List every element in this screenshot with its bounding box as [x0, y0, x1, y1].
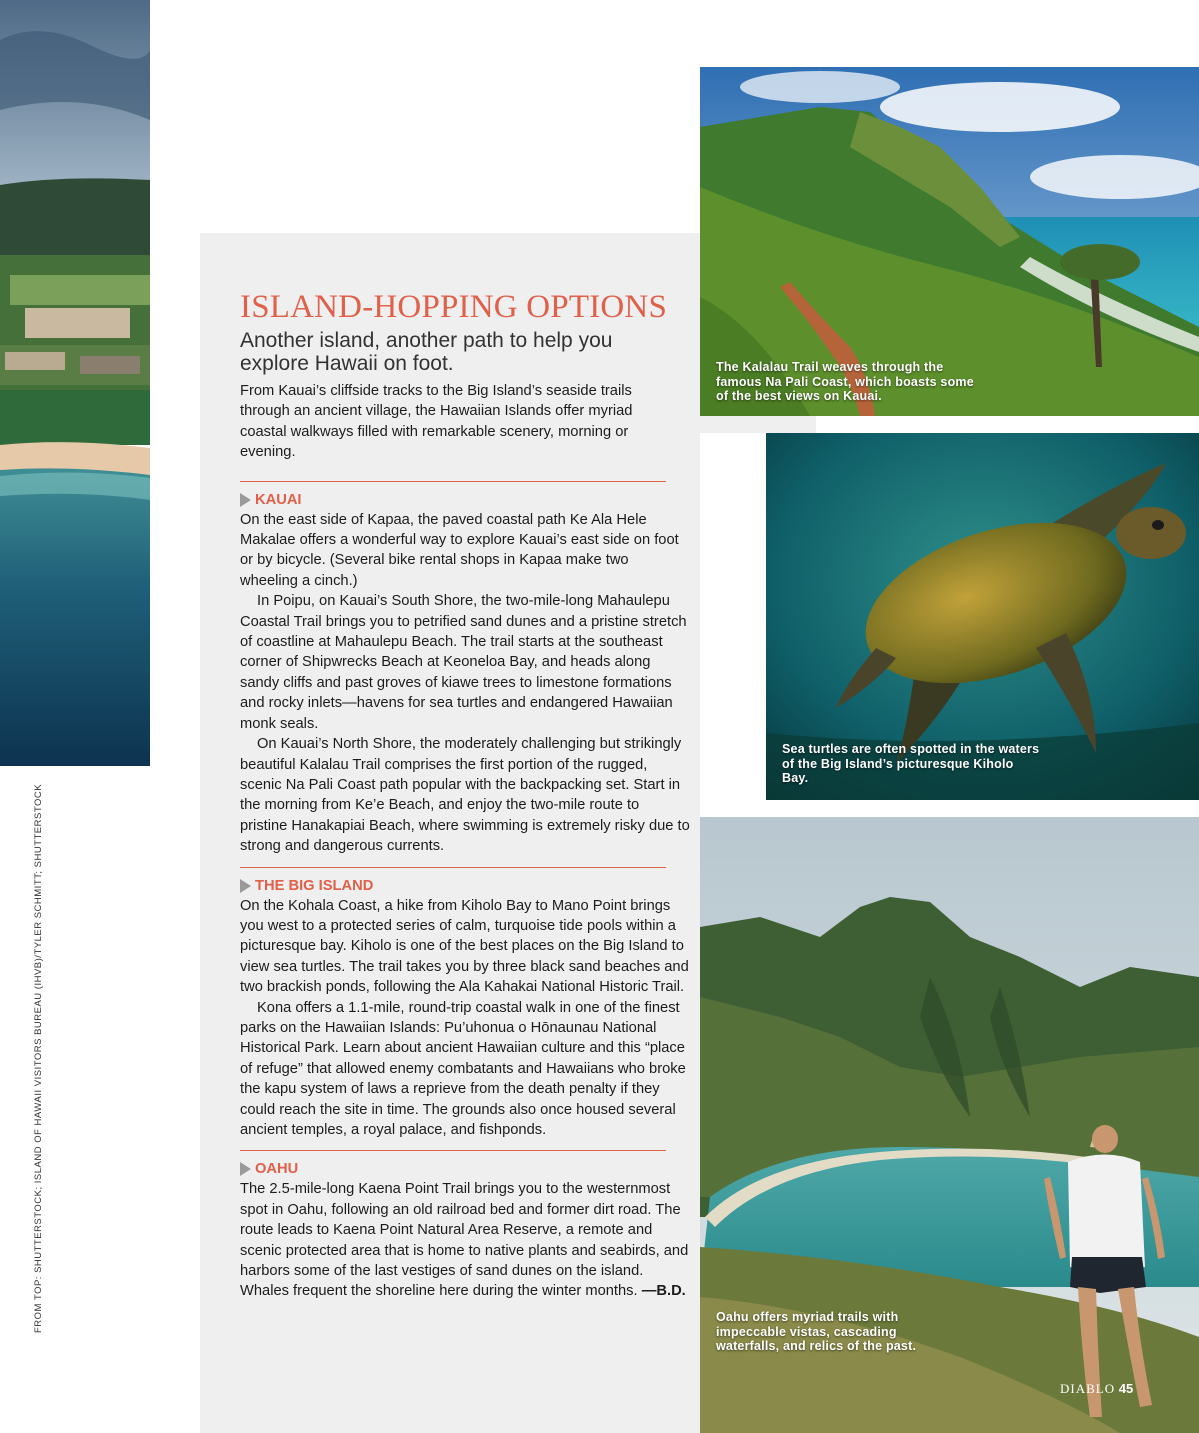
kalalau-trail-photo — [700, 67, 1199, 416]
photo-caption-turtle: Sea turtles are often spotted in the waters of the Big Island’s picturesque Kiholo Bay. — [782, 742, 1040, 785]
section-divider — [240, 481, 666, 482]
aerial-coast-photo — [0, 0, 150, 766]
section-heading — [240, 1159, 690, 1179]
section-divider — [240, 867, 666, 868]
section-heading-label: KAUAI — [255, 491, 302, 508]
page-number: 45 — [1118, 1381, 1134, 1396]
paragraph: In Poipu, on Kauai’s South Shore, the two-mile-long Mahaulepu Coastal Trail brings you to petrified sand dunes and a pristine stretch of coastline at Mahaulepu Beach. The trail starts at the southeast corner of Shipwrecks Beach at Keoneloa Bay, and heads along sandy cliffs and past groves of kiawe trees to limestone formations and rocky inlets—havens for sea turtles and endangered Hawaiian monk seals. — [240, 593, 687, 732]
sea-turtle-photo — [766, 433, 1199, 800]
sidebar-panel — [200, 233, 700, 1433]
paragraph-text: The 2.5-mile-long Kaena Point Trail brings you to the westernmost spot in Oahu, following an old railroad bed and former dirt road. The route leads to Kaena Point Natural Area Reserve, a remote and scenic protected area that is home to native plants and seabirds, and harbors some of the last vestiges of sand dunes on the island. Whales frequent the shoreline here during the winter months. — [240, 1181, 689, 1300]
magazine-name: DIABLO — [1060, 1381, 1116, 1396]
sidebar-panel-extension — [700, 416, 816, 433]
paragraph: On the east side of Kapaa, the paved coastal path Ke Ala Hele Makalae offers a wonderful way to explore Kauai’s east side on foot or by bicycle. (Several bike rental shops in Kapaa make two wheeling a cinch.) — [240, 511, 679, 589]
section-oahu — [240, 1159, 690, 1301]
page-folio — [1060, 1381, 1133, 1397]
section-kauai — [240, 490, 690, 857]
section-big-island — [240, 876, 690, 1141]
oahu-hiker-photo — [700, 817, 1199, 1433]
triangle-bullet-icon — [240, 879, 251, 893]
paragraph: On the Kohala Coast, a hike from Kiholo Bay to Mano Point brings you west to a protected series of calm, turquoise tide pools within a picturesque bay. Kiholo is one of the best places on the Big Island to view sea turtles. The trail takes you by three black sand beaches and two brackish ponds, following the Ala Kahakai National Historic Trail. — [240, 897, 689, 996]
sidebar-content — [240, 289, 690, 1302]
paragraph — [240, 1179, 690, 1301]
photo-credit: FROM TOP: SHUTTERSTOCK; ISLAND OF HAWAII VISITORS BUREAU (IHVB)/TYLER SCHMITT; SHUTTERSTOCK — [33, 783, 44, 1333]
sidebar-title: ISLAND-HOPPING OPTIONS — [240, 289, 668, 325]
paragraph: Kona offers a 1.1-mile, round-trip coastal walk in one of the finest parks on the Hawaiian Islands: Pu’uhonua o Hōnaunau National Historical Park. Learn about ancient Hawaiian culture and this “place of refuge” that allowed enemy combatants and Hawaiians who broke the kapu system of laws a reprieve from the death penalty if they could reach the site in time. The grounds also once housed several ancient temples, a royal palace, and fishponds. — [240, 999, 686, 1138]
photo-caption-oahu: Oahu offers myriad trails with impeccable vistas, cascading waterfalls, and relics of the past. — [716, 1310, 917, 1353]
triangle-bullet-icon — [240, 493, 251, 507]
section-heading — [240, 490, 690, 510]
section-heading — [240, 876, 690, 896]
section-heading-label: THE BIG ISLAND — [255, 877, 374, 894]
sidebar-subtitle: Another island, another path to help you explore Hawaii on foot. — [240, 329, 613, 375]
byline: —B.D. — [641, 1283, 686, 1300]
triangle-bullet-icon — [240, 1162, 251, 1176]
paragraph: On Kauai’s North Shore, the moderately challenging but strikingly beautiful Kalalau Trail comprises the first portion of the rugged, scenic Na Pali Coast path popular with the backpacking set. Start in the morning from Ke’e Beach, and enjoy the two-mile route to pristine Hanakapiai Beach, where swimming is extremely risky due to strong and dangerous currents. — [240, 736, 690, 855]
section-divider — [240, 1150, 666, 1151]
photo-caption-kalalau: The Kalalau Trail weaves through the famous Na Pali Coast, which boasts some of the best views on Kauai. — [716, 360, 974, 403]
section-heading-label: OAHU — [255, 1161, 299, 1178]
sidebar-intro: From Kauai’s cliffside tracks to the Big Island’s seaside trails through an ancient village, the Hawaiian Islands offer myriad coastal walkways filled with remarkable scenery, morning or evening. — [240, 383, 633, 461]
